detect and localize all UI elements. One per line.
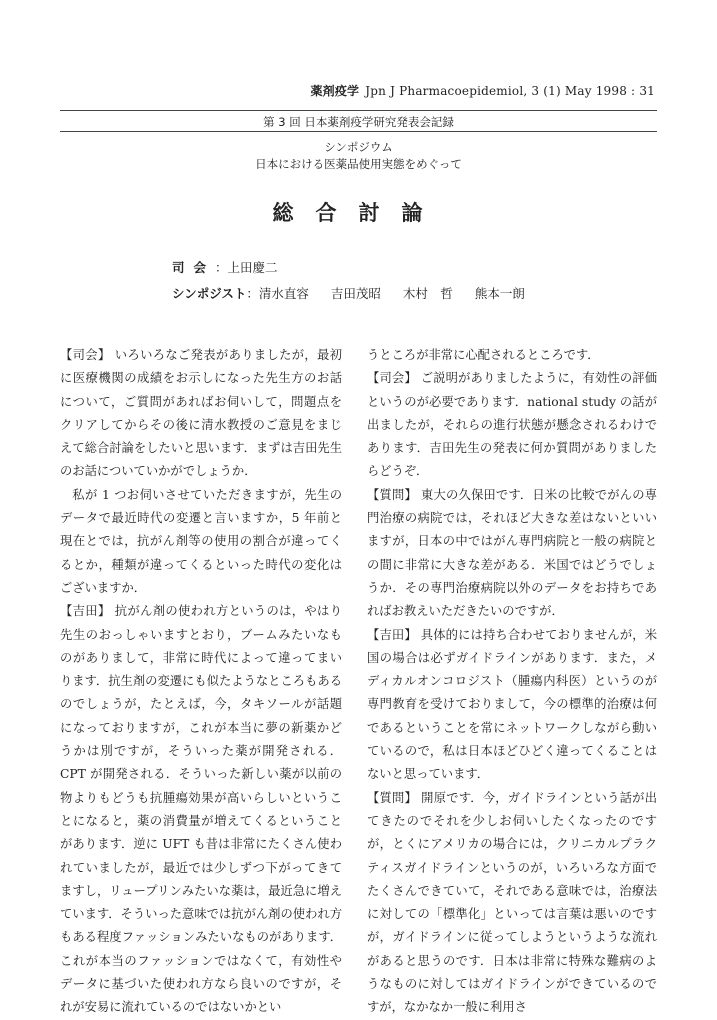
- panelist-name: ：清水直容: [246, 286, 309, 301]
- right-column: [367, 344, 657, 1020]
- journal-name: 薬剤疫学: [310, 84, 360, 98]
- symposium-block: [60, 139, 657, 173]
- top-rule: [60, 110, 657, 111]
- chair-name: ：上田慶二: [215, 260, 278, 275]
- symposium-subtitle: 日本における医薬品使用実態をめぐって: [255, 157, 462, 171]
- paragraph: 【質問】 東大の久保田です．日米の比較でがんの専門治療の病院では，それほど大きな差はないといいますが，日本の中ではがん専門病院と一般の病院との間に非常に大きな差がある．米国ではどうでしょうか．その専門治療病院以外のデータをお持ちであればお教えいただきたいのですが．: [367, 487, 657, 619]
- left-column: [60, 344, 342, 1020]
- paragraph: 【吉田】 抗がん剤の使われ方というのは，やはり先生のおっしゃいますとおり，ブームみたいなものがありまして，非常に時代によって違ってまいります．抗生剤の変遷にも似たようなところもあるのでしょうが，たとえば，今，タキソールが話題になっておりますが，これが本当に夢の新薬かどうかは別ですが，そういった薬が開発される．CPT が開発される．そういった新しい薬が以前の物よりもどうも抗腫瘍効果が高いらしいということになると，薬の消費量が増えてくるということがあります．逆に UFT も昔は非常にたくさん使われていましたが，最近では少しずつ下がってきてますし，リュープリンみたいな薬は，最近急に増えています．そういった意味では抗がん剤の使われ方もある程度ファッションみたいなものがあります．これが本当のファッションではなくて，有効性やデータに基づいた使われ方なら良いのですが，それが安易に流れているのではないかとい: [60, 604, 342, 1015]
- paragraph: うところが非常に心配されるところです．: [367, 348, 600, 362]
- paragraph: 【司会】 いろいろなご発表がありましたが，最初に医療機関の成績をお示しになった先生方のお話について，ご質問があればお伺いして，問題点をクリアしてからその後に清水教授のご意見をまじえて総合討論をしたいと思います．まずは吉田先生のお話についていかがでしょうか．: [60, 348, 342, 479]
- paragraph: 【吉田】 具体的には持ち合わせておりませんが，米国の場合は必ずガイドラインがあります．また，メディカルオンコロジスト（腫瘍内科医）というのが専門教育を受けておりまして，今の標準的治療は何であるということを常にネットワークしながら動いているので，私は日本ほどひどく違ってくることはないと思っています．: [367, 627, 657, 782]
- panelist-name: 木村 哲: [402, 286, 453, 301]
- session-title: 第 3 回 日本薬剤疫学研究発表会記録: [263, 115, 454, 129]
- paragraph: 私が 1 つお伺いさせていただきますが，先生のデータで最近時代の変遷と言いますか，5 年前と現在とでは，抗がん剤等の使用の割合が違ってくるとか，種類が違ってくるといった時代の変化はございますか．: [60, 487, 342, 595]
- page-title: 総合討論: [272, 201, 445, 225]
- panelist-name: 熊本一朗: [474, 286, 525, 301]
- paragraph: 【司会】 ご説明がありましたように，有効性の評価というのが必要であります．national study の話が出ましたが，それらの進行状態が懸念されるわけであります．吉田先生の発表に何か質問がありましたらどうぞ．: [367, 371, 657, 479]
- chair-label: 司会: [172, 260, 216, 275]
- panelists-line: [172, 281, 525, 307]
- panelist-name: 吉田茂昭: [330, 286, 381, 301]
- session-rule: [60, 131, 657, 132]
- journal-citation: Jpn J Pharmacoepidemiol, 3 (1) May 1998 : 31: [365, 84, 655, 98]
- running-header: [310, 82, 655, 99]
- symposium-label: シンポジウム: [324, 140, 393, 154]
- panelists-label: シンポジスト: [172, 286, 247, 301]
- paragraph: 【質問】 開原です．今，ガイドラインという話が出てきたのでそれを少しお伺いしたくなったのですが，とくにアメリカの場合には，クリニカルプラクティスガイドラインというのが，いろいろな方面でたくさんできていて，それである意味では，治療法に対しての「標準化」といっては言葉は悪いのですが，ガイドラインに従ってしようというような流れがあると思うのです．日本は非常に特殊な難病のようなものに対してはガイドラインができているのですが，なかなか一般に利用さ: [367, 790, 657, 1015]
- chair-line: [172, 255, 525, 281]
- roles-block: [172, 255, 525, 307]
